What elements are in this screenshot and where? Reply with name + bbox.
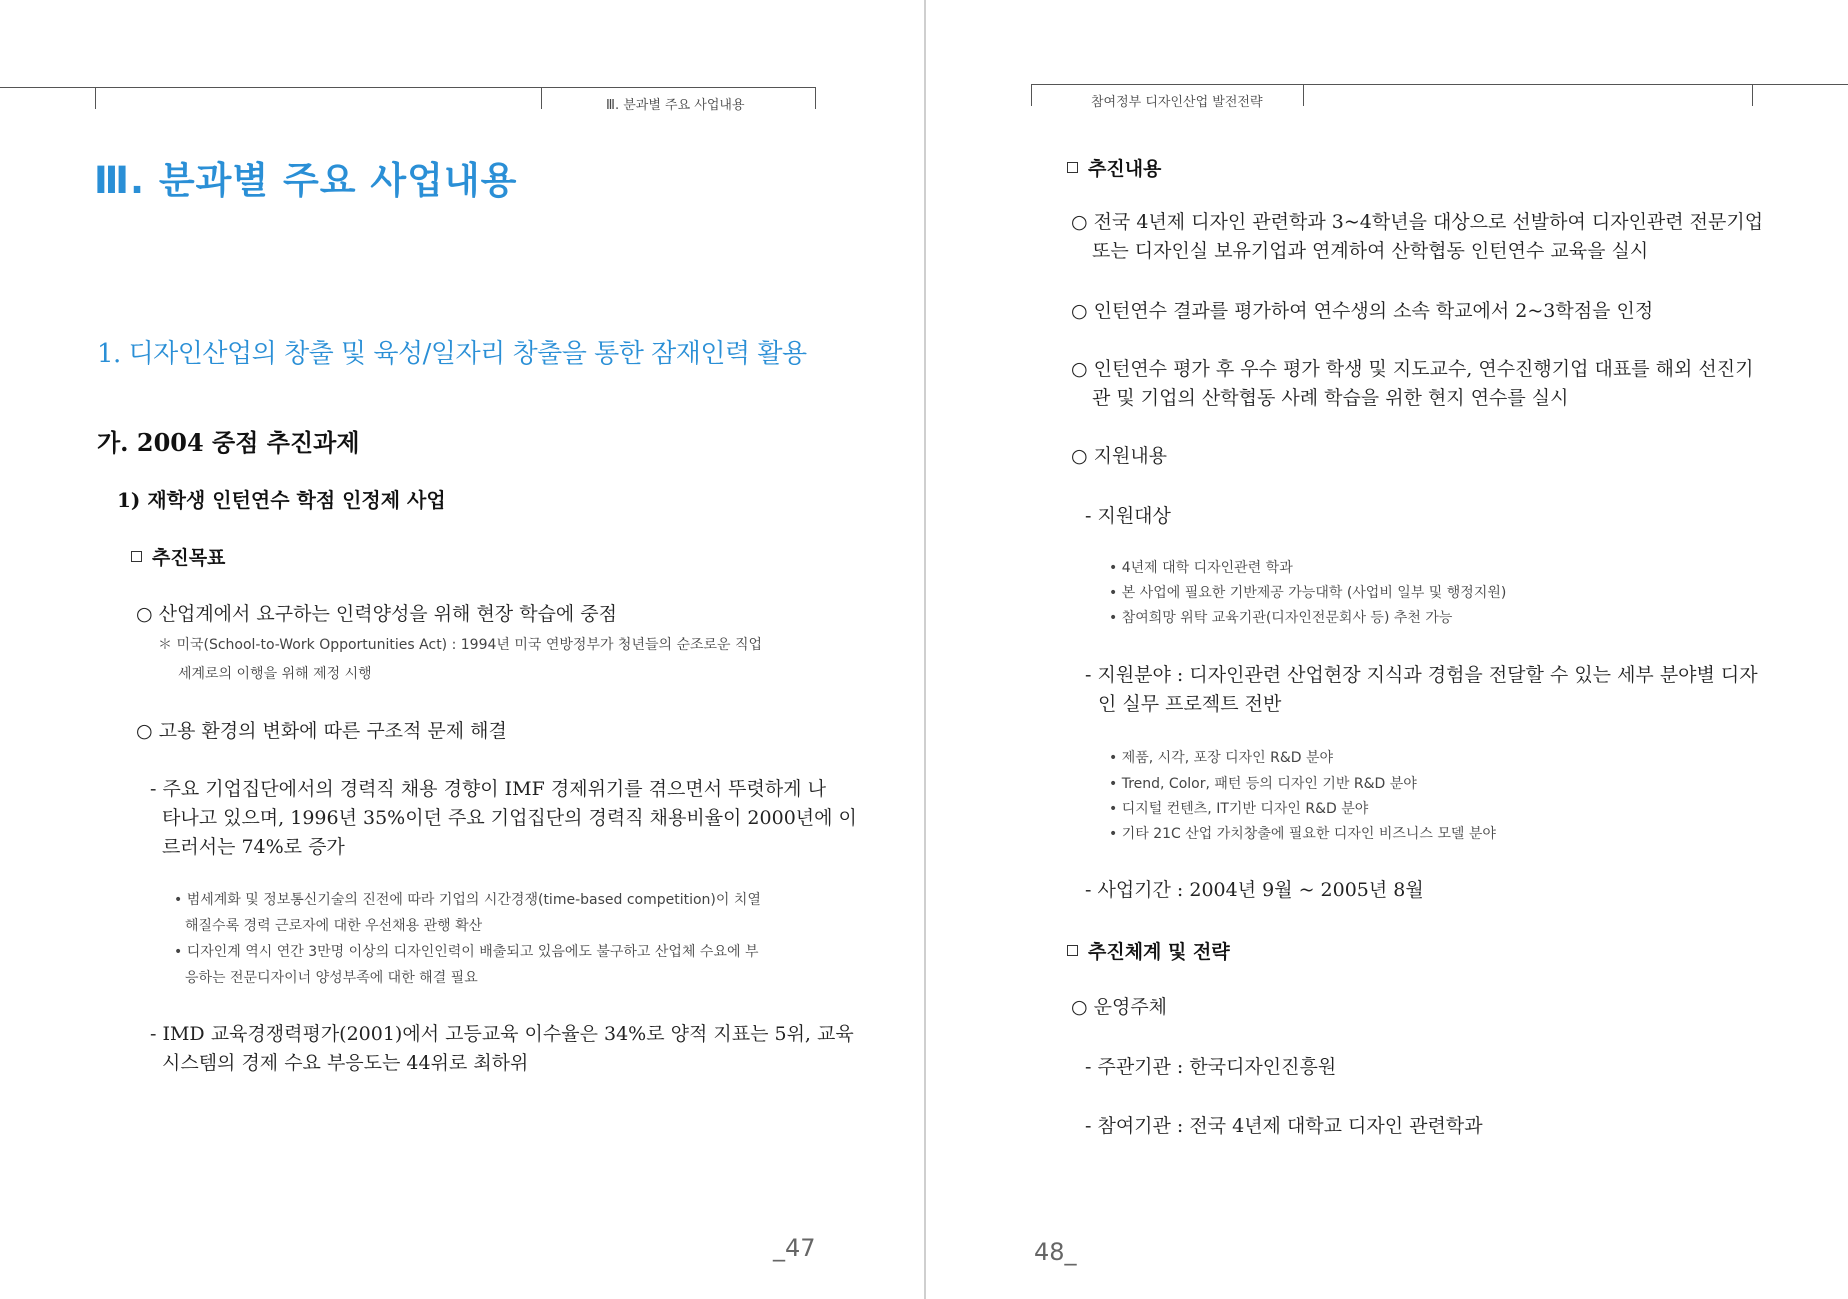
bullet-item: ○ 운영주체 [1071, 996, 1168, 1018]
box-heading: 추진내용 [1067, 154, 1161, 181]
bullet-item-line: ○ 인턴연수 평가 후 우수 평가 학생 및 지도교수, 연수진행기업 대표를 해외 선진기 [1071, 358, 1754, 380]
dot-item: • 제품, 시각, 포장 디자인 R&D 분야 [1109, 750, 1334, 766]
dash-item: - 참여기관 : 전국 4년제 대학교 디자인 관련학과 [1085, 1115, 1483, 1137]
dash-item: - 지원대상 [1085, 505, 1171, 527]
dot-item-line: • 디자인계 역시 연간 3만명 이상의 디자인인력이 배출되고 있음에도 불구하고 산업체 수요에 부 [174, 944, 759, 960]
dash-item-line: - IMD 교육경쟁력평가(2001)에서 고등교육 이수율은 34%로 양적 지표는 5위, 교육 [150, 1023, 854, 1045]
dash-item-line: - 지원분야 : 디자인관련 산업현장 지식과 경험을 전달할 수 있는 세부 분야별 디자 [1085, 664, 1758, 686]
chapter-title: Ⅲ. 분과별 주요 사업내용 [94, 159, 518, 202]
running-header: Ⅲ. 분과별 주요 사업내용 [606, 98, 745, 113]
dot-item: • 본 사업에 필요한 기반제공 가능대학 (사업비 일부 및 행정지원) [1109, 585, 1507, 601]
dash-item-line: 타나고 있으며, 1996년 35%이던 주요 기업집단의 경력직 채용비율이 2000년에 이 [162, 807, 857, 829]
dot-item: • 기타 21C 산업 가치창출에 필요한 디자인 비즈니스 모델 분야 [1109, 826, 1496, 842]
dot-item: • 디지털 컨텐츠, IT기반 디자인 R&D 분야 [1109, 801, 1369, 817]
subsection-title: 가. 2004 중점 추진과제 [97, 428, 360, 457]
bullet-item-line: ○ 전국 4년제 디자인 관련학과 3~4학년을 대상으로 선발하여 디자인관련 전문기업 [1071, 211, 1764, 233]
dot-item: • 4년제 대학 디자인관련 학과 [1109, 560, 1293, 576]
bullet-item: ○ 인턴연수 결과를 평가하여 연수생의 소속 학교에서 2~3학점을 인정 [1071, 300, 1654, 322]
header-tick [95, 87, 96, 109]
box-heading: 추진체계 및 전략 [1067, 937, 1230, 964]
bullet-item-line: 관 및 기업의 산학협동 사례 학습을 위한 현지 연수를 실시 [1092, 387, 1569, 409]
box-heading: 추진목표 [131, 543, 225, 570]
dash-item: - 사업기간 : 2004년 9월 ~ 2005년 8월 [1085, 879, 1424, 901]
header-tick [1031, 84, 1032, 106]
dash-item-line: 인 실무 프로젝트 전반 [1098, 693, 1282, 715]
right-page [924, 0, 1848, 1299]
dash-item-line: 시스템의 경제 수요 부응도는 44위로 최하위 [162, 1052, 529, 1074]
dot-item-line: 응하는 전문디자이너 양성부족에 대한 해결 필요 [185, 970, 478, 986]
bullet-item: ○ 지원내용 [1071, 445, 1168, 467]
header-rule [0, 87, 816, 88]
item-title: 1) 재학생 인턴연수 학점 인정제 사업 [117, 488, 446, 512]
dot-item: • Trend, Color, 패턴 등의 디자인 기반 R&D 분야 [1109, 776, 1417, 792]
page-number: _47 [773, 1234, 816, 1262]
header-tick [815, 87, 816, 109]
running-header: 참여정부 디자인산업 발전전략 [1091, 95, 1263, 110]
dash-item-line: 르러서는 74%로 증가 [162, 836, 345, 858]
note-line: 세계로의 이행을 위해 제정 시행 [178, 666, 372, 682]
header-tick [541, 87, 542, 109]
bullet-item: ○ 고용 환경의 변화에 따른 구조적 문제 해결 [136, 720, 507, 742]
note-line: ＊ 미국(School-to-Work Opportunities Act) : 1994년 미국 연방정부가 청년들의 순조로운 직업 [158, 637, 763, 653]
bullet-item-line: 또는 디자인실 보유기업과 연계하여 산학협동 인턴연수 교육을 실시 [1092, 240, 1649, 262]
header-tick [1752, 84, 1753, 106]
dot-item-line: 해질수록 경력 근로자에 대한 우선채용 관행 확산 [185, 918, 483, 934]
dash-item: - 주관기관 : 한국디자인진흥원 [1085, 1056, 1337, 1078]
dot-item: • 참여희망 위탁 교육기관(디자인전문회사 등) 추천 가능 [1109, 610, 1453, 626]
dot-item-line: • 범세계화 및 정보통신기술의 진전에 따라 기업의 시간경쟁(time-based competition)이 치열 [174, 892, 761, 908]
header-rule [1031, 84, 1848, 85]
section-title: 1. 디자인산업의 창출 및 육성/일자리 창출을 통한 잠재인력 활용 [97, 339, 807, 369]
dash-item-line: - 주요 기업집단에서의 경력직 채용 경향이 IMF 경제위기를 겪으면서 뚜렷하게 나 [150, 778, 826, 800]
header-tick [1303, 84, 1304, 106]
bullet-item: ○ 산업계에서 요구하는 인력양성을 위해 현장 학습에 중점 [136, 603, 617, 625]
page-number: 48_ [1034, 1238, 1077, 1266]
